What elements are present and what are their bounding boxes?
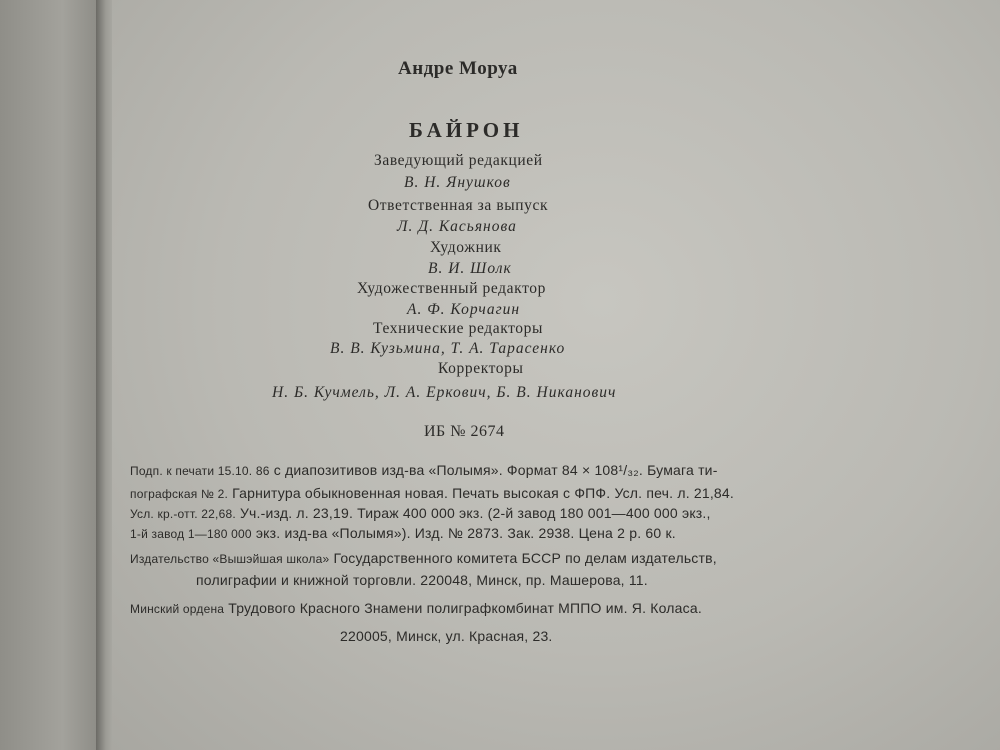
ib-number: ИБ № 2674 — [424, 423, 505, 440]
imprint-line — [130, 525, 676, 541]
printer-line — [340, 628, 553, 644]
author-name: Андре Моруа — [398, 58, 518, 79]
imprint-line — [130, 505, 711, 521]
credit-role: Художник — [430, 239, 502, 256]
imprint-line-lead: 1-й завод 1—180 000 — [130, 527, 252, 541]
imprint-line-lead: пографская № 2. — [130, 487, 229, 501]
credit-names: В. И. Шолк — [428, 260, 512, 277]
previous-page-edge — [0, 0, 104, 750]
publisher-line — [130, 550, 717, 566]
printer-line-text: Трудового Красного Знамени полиграфкомбинат МППО им. Я. Коласа. — [228, 600, 702, 616]
credit-names: В. В. Кузьмина, Т. А. Тарасенко — [330, 340, 566, 357]
publisher-line-text: полиграфии и книжной торговли. 220048, Минск, пр. Машерова, 11. — [196, 572, 648, 588]
credit-names: Н. Б. Кучмель, Л. А. Еркович, Б. В. Никанович — [272, 384, 617, 401]
publisher-line-text: Государственного комитета БССР по делам издательств, — [333, 550, 717, 566]
imprint-line-text: Гарнитура обыкновенная новая. Печать высокая с ФПФ. Усл. печ. л. 21,84. — [232, 485, 734, 501]
imprint-line-text: с диапозитивов изд-ва «Полымя». Формат 84 × 108¹/₃₂. Бумага ти- — [273, 462, 718, 478]
imprint-line-text: экз. изд-ва «Полымя»). Изд. № 2873. Зак. 2938. Цена 2 р. 60 к. — [255, 525, 676, 541]
printer-line — [130, 600, 702, 616]
credit-names: В. Н. Янушков — [404, 174, 511, 191]
imprint-line — [130, 462, 718, 478]
imprint-line-text: Уч.-изд. л. 23,19. Тираж 400 000 экз. (2-й завод 180 001—400 000 экз., — [239, 505, 711, 521]
imprint-line — [130, 485, 734, 501]
book-page — [112, 0, 1000, 750]
credit-role: Ответственная за выпуск — [368, 197, 549, 214]
book-title: БАЙРОН — [409, 118, 524, 142]
credit-role: Технические редакторы — [373, 320, 544, 337]
imprint-line-lead: Подп. к печати 15.10. 86 — [130, 464, 270, 478]
credit-role: Заведующий редакцией — [374, 152, 543, 169]
publisher-line-lead: Издательство «Вышэйшая школа» — [130, 552, 330, 566]
credit-names: А. Ф. Корчагин — [407, 301, 521, 318]
credit-role: Художественный редактор — [357, 280, 546, 297]
credit-names: Л. Д. Касьянова — [397, 218, 517, 235]
printer-line-lead: Минский ордена — [130, 602, 225, 616]
printer-line-text: 220005, Минск, ул. Красная, 23. — [340, 628, 553, 644]
publisher-line — [196, 572, 648, 588]
credit-role: Корректоры — [438, 360, 524, 377]
imprint-line-lead: Усл. кр.-отт. 22,68. — [130, 507, 236, 521]
